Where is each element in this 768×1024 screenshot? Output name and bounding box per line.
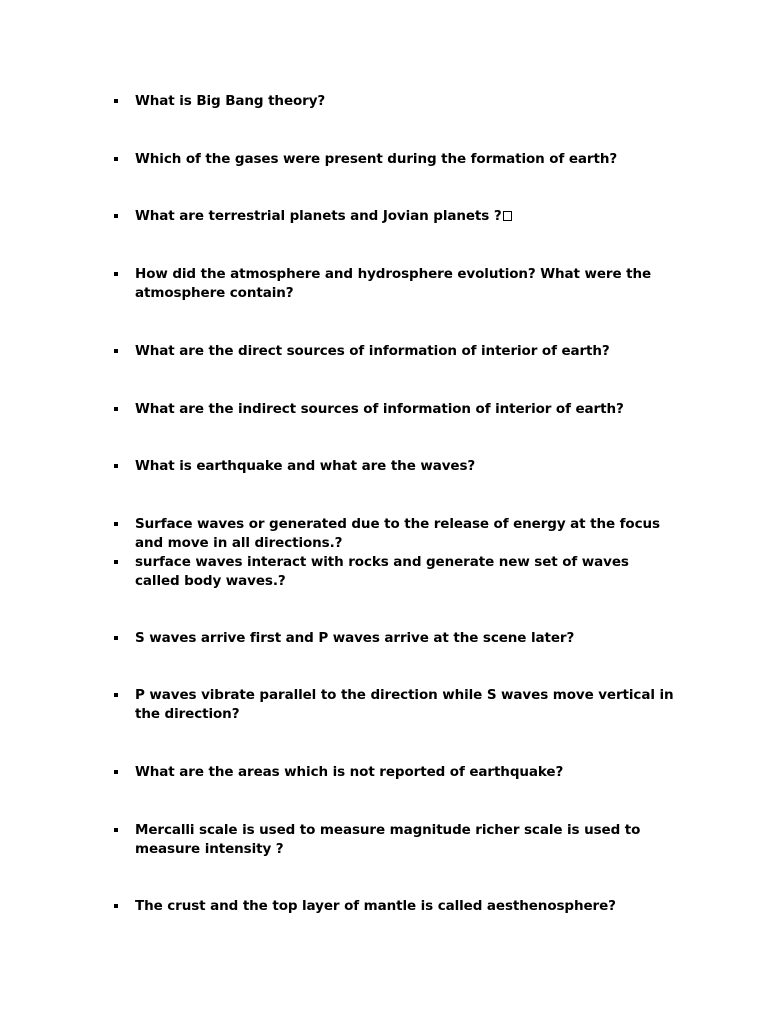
question-text: What is earthquake and what are the waves? <box>135 458 476 474</box>
bullet-icon <box>114 828 118 832</box>
list-item <box>114 686 674 724</box>
list-item <box>114 207 674 226</box>
bullet-icon <box>114 464 118 468</box>
question-text: The crust and the top layer of mantle is called aesthenosphere? <box>135 898 616 914</box>
bullet-icon <box>114 770 118 774</box>
question-text: Mercalli scale is used to measure magnitude richer scale is used to measure intensity ? <box>135 822 641 857</box>
bullet-icon <box>114 272 118 276</box>
list-item <box>114 457 674 476</box>
list-item <box>114 629 674 648</box>
bullet-icon <box>114 636 118 640</box>
list-item <box>114 515 674 591</box>
list-item <box>114 897 674 916</box>
list-item <box>114 400 674 419</box>
bullet-icon <box>114 349 118 353</box>
list-item <box>114 342 674 361</box>
question-text: What are the areas which is not reported of earthquake? <box>135 764 564 780</box>
list-item <box>114 821 674 859</box>
bullet-icon <box>114 522 118 526</box>
list-item <box>114 92 674 111</box>
question-text: What are the indirect sources of information of interior of earth? <box>135 401 624 417</box>
question-text: P waves vibrate parallel to the direction while S waves move vertical in the direction? <box>135 687 674 722</box>
bullet-icon <box>114 214 118 218</box>
question-text: What is Big Bang theory? <box>135 93 326 109</box>
list-item <box>114 265 674 303</box>
question-text: Surface waves or generated due to the release of energy at the focus and move in all directions.? <box>135 516 660 551</box>
question-text: What are the direct sources of information of interior of earth? <box>135 343 610 359</box>
bullet-icon <box>114 407 118 411</box>
question-text: S waves arrive first and P waves arrive at the scene later? <box>135 630 575 646</box>
question-text: How did the atmosphere and hydrosphere evolution? What were the atmosphere contain? <box>135 266 652 301</box>
list-item <box>114 150 674 169</box>
list-item <box>114 763 674 782</box>
bullet-icon <box>114 157 118 161</box>
bullet-icon <box>114 904 118 908</box>
bullet-icon <box>114 99 118 103</box>
question-text: surface waves interact with rocks and generate new set of waves called body waves.? <box>135 554 629 589</box>
question-text: What are terrestrial planets and Jovian planets ? <box>135 208 502 224</box>
bullet-icon <box>114 693 118 697</box>
bullet-icon <box>114 560 118 564</box>
question-text: Which of the gases were present during the formation of earth? <box>135 151 618 167</box>
missing-glyph-box-icon <box>503 211 512 221</box>
